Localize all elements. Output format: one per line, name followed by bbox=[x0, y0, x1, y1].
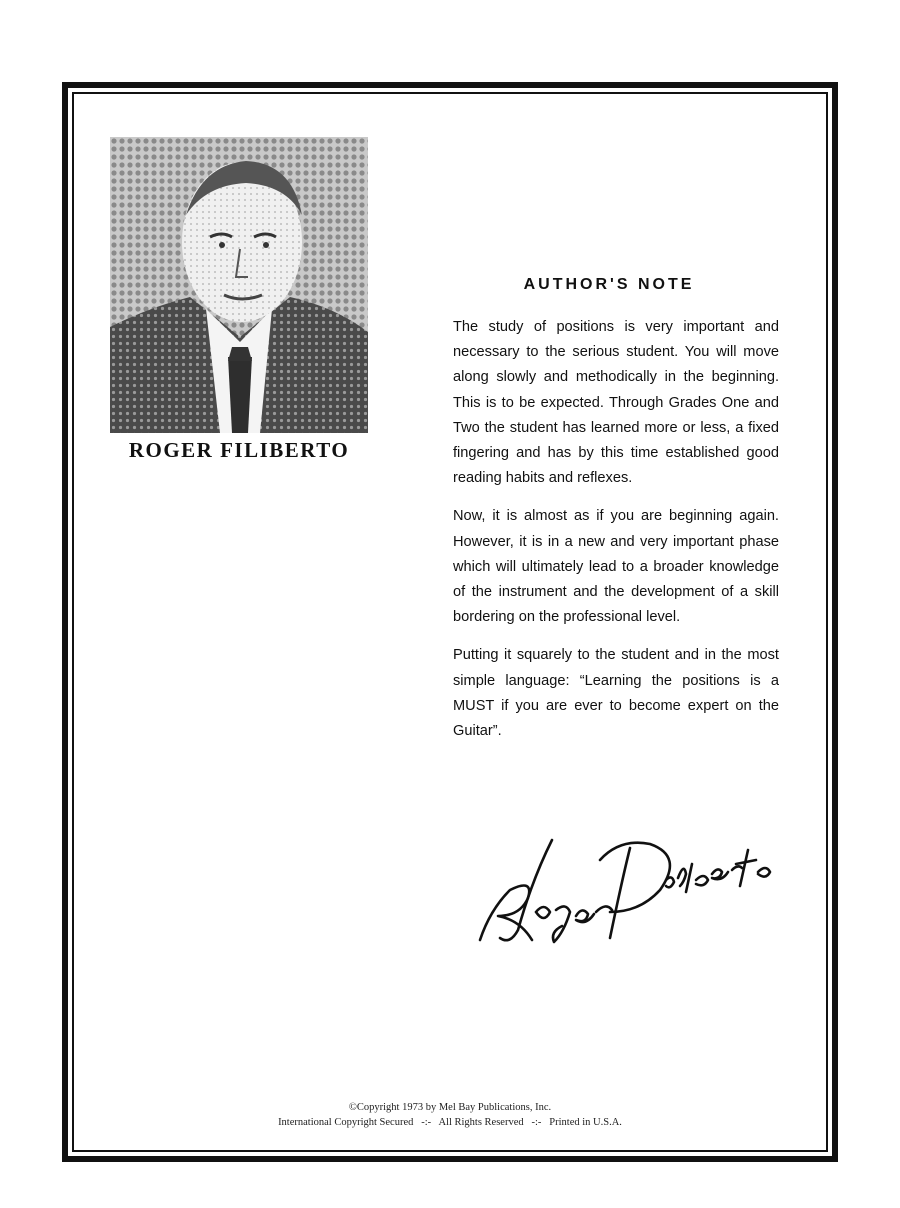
notice-printed: Printed in U.S.A. bbox=[549, 1117, 622, 1128]
note-title: AUTHOR'S NOTE bbox=[523, 276, 695, 293]
notice-rights: All Rights Reserved bbox=[438, 1117, 524, 1128]
separator: -:- bbox=[421, 1117, 432, 1128]
copyright-footer bbox=[150, 1100, 750, 1130]
copyright-line: ©Copyright 1973 by Mel Bay Publications, Inc. bbox=[348, 1102, 552, 1113]
copyright-notices bbox=[150, 1115, 750, 1130]
author-signature bbox=[470, 820, 790, 960]
author-portrait bbox=[110, 137, 368, 433]
separator: -:- bbox=[531, 1117, 542, 1128]
note-paragraph: Putting it squarely to the student and in the most simple language: “Learning the positions is a MUST if you are ever to become expert on the Guitar”. bbox=[453, 647, 779, 740]
note-body bbox=[453, 315, 779, 757]
notice-international: International Copyright Secured bbox=[278, 1117, 414, 1128]
note-paragraph: The study of positions is very important and necessary to the serious student. You will move along slowly and methodically in the beginning. This is to be expected. Through Grades One and Two the student has learned more or less, a fixed fingering and has by this time established good reading habits and reflexes. bbox=[453, 319, 779, 487]
author-name: ROGER FILIBERTO bbox=[128, 438, 350, 462]
note-paragraph: Now, it is almost as if you are beginning again. However, it is in a new and very important phase which will ultimately lead to a broader knowledge of the instrument and the development of a skill bordering on the professional level. bbox=[453, 508, 779, 626]
